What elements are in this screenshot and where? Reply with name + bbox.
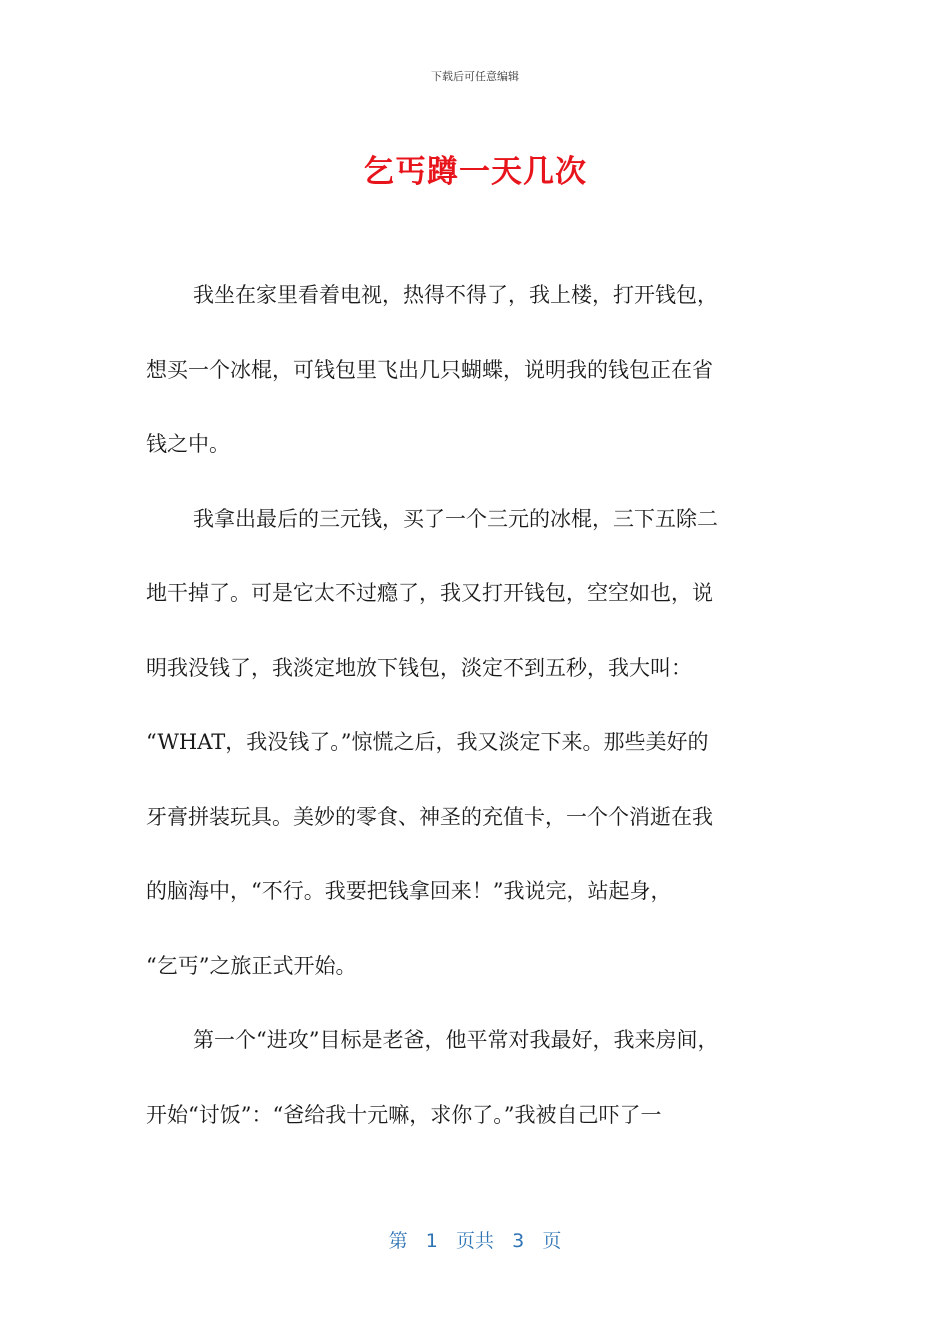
page-label-prefix: 第	[388, 1230, 408, 1252]
body-line: 我坐在家里看着电视，热得不得了，我上楼，打开钱包，	[193, 283, 718, 307]
document-body	[146, 258, 806, 1152]
body-line: 我拿出最后的三元钱，买了一个三元的冰棍，三下五除二	[193, 506, 718, 531]
page-label-suffix: 页	[542, 1230, 562, 1252]
body-line: 想买一个冰棍，可钱包里飞出几只蝴蝶，说明我的钱包正在省	[146, 357, 713, 382]
body-line: 第一个“进攻”目标是老爸，他平常对我最好，我来房间，	[193, 1028, 719, 1052]
current-page-number: 1	[425, 1230, 438, 1252]
header-note: 下载后可任意编辑	[431, 70, 519, 83]
page-label-mid: 页共	[455, 1230, 494, 1252]
body-line: 地干掉了。可是它太不过瘾了，我又打开钱包，空空如也，说	[146, 581, 713, 605]
body-line: 钱之中。	[146, 432, 230, 456]
body-line: 明我没钱了，我淡定地放下钱包，淡定不到五秒，我大叫：	[146, 655, 692, 680]
body-line: 的脑海中，“不行。我要把钱拿回来！”我说完，站起身，	[146, 879, 672, 903]
body-line: “乞丐”之旅正式开始。	[146, 953, 357, 978]
body-line: 牙膏拼装玩具。美妙的零食、神圣的充值卡，一个个消逝在我	[146, 804, 713, 829]
total-pages-number: 3	[512, 1230, 525, 1252]
page-footer	[0, 1226, 950, 1253]
body-line: 开始“讨饭”：“爸给我十元嘛，求你了。”我被自己吓了一	[146, 1102, 662, 1127]
body-line: “WHAT，我没钱了。”惊慌之后，我又淡定下来。那些美好的	[146, 730, 709, 754]
document-title: 乞丐蹲一天几次	[363, 154, 587, 190]
